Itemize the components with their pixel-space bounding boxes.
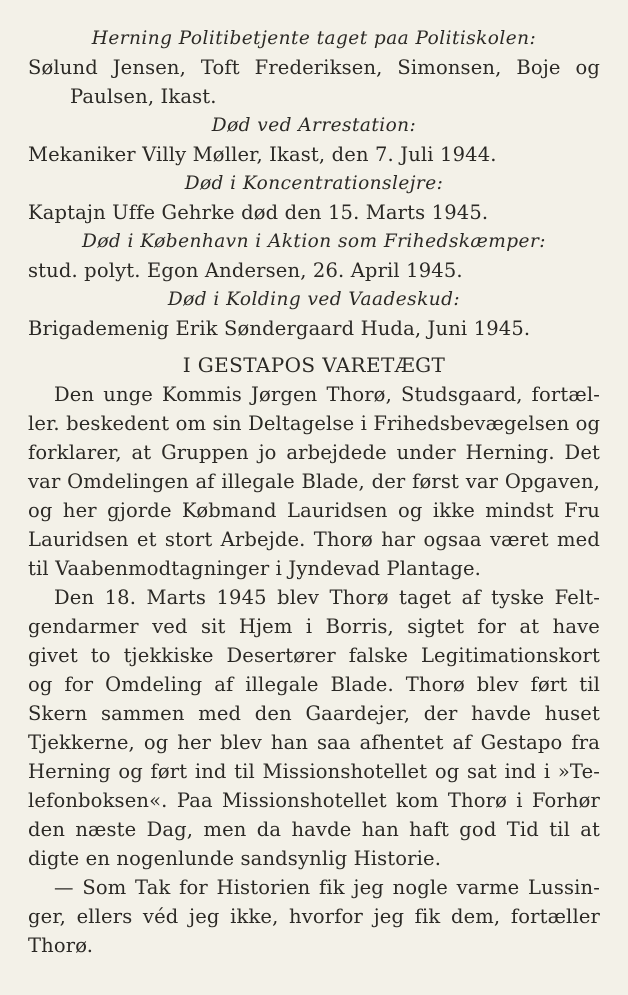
paragraph-line: digte en nogenlunde sandsynlig Historie. [28, 847, 442, 870]
subheading-kobenhavn: Død i København i Aktion som Frihedskæmper: [82, 231, 546, 252]
paragraph-line: Thorø. [28, 934, 94, 957]
subheading-koncentrationslejre: Død i Koncentrationslejre: [184, 173, 444, 194]
paragraph-line: var Omdelingen af illegale Blade, der først var Opgaven, [28, 470, 600, 493]
paragraph-line: — Som Tak for Historien fik jeg nogle varme Lussin- [54, 876, 600, 899]
paragraph-line: den næste Dag, men da havde han haft god Tid til at [28, 818, 600, 841]
section-title: I GESTAPOS VARETÆGT [182, 353, 446, 377]
paragraph-line: givet to tjekkiske Desertører falske Legitimationskort [28, 644, 600, 667]
paragraph-line: til Vaabenmodtagninger i Jyndevad Plantage. [28, 557, 482, 580]
text-line: Brigademenig Erik Søndergaard Huda, Juni 1945. [28, 317, 531, 340]
paragraph-line: gendarmer ved sit Hjem i Borris, sigtet for at have [28, 615, 600, 638]
paragraph-line: og for Omdeling af illegale Blade. Thorø blev ført til [28, 673, 600, 696]
text-line: Mekaniker Villy Møller, Ikast, den 7. Juli 1944. [28, 143, 497, 166]
paragraph-line: Lauridsen et stort Arbejde. Thorø har ogsaa været med [28, 528, 600, 551]
text-line: Paulsen, Ikast. [70, 85, 217, 108]
paragraph-line: forklarer, at Gruppen jo arbejdede under Herning. Det [28, 441, 600, 464]
paragraph-line: Den 18. Marts 1945 blev Thorø taget af tyske Felt- [54, 586, 600, 609]
subheading-politiskolen: Herning Politibetjente taget paa Politiskolen: [91, 28, 537, 49]
paragraph-line: Herning og ført ind til Missionshotellet og sat ind i »Te- [28, 760, 600, 783]
paragraph-line: lefonboksen«. Paa Missionshotellet kom Thorø i Forhør [28, 789, 600, 812]
subheading-kolding: Død i Kolding ved Vaadeskud: [167, 289, 461, 310]
text-line: Kaptajn Uffe Gehrke død den 15. Marts 1945. [28, 201, 489, 224]
paragraph-line: Tjekkerne, og her blev han saa afhentet af Gestapo fra [28, 731, 600, 754]
text-line: stud. polyt. Egon Andersen, 26. April 1945. [28, 259, 463, 282]
paragraph-line: Skern sammen med den Gaardejer, der havde huset [28, 702, 600, 725]
paragraph-line: ler. beskedent om sin Deltagelse i Frihedsbevægelsen og [28, 412, 601, 435]
text-line: Sølund Jensen, Toft Frederiksen, Simonsen, Boje og [28, 56, 600, 79]
paragraph-line: ger, ellers véd jeg ikke, hvorfor jeg fik dem, fortæller [28, 905, 600, 928]
subheading-arrestation: Død ved Arrestation: [211, 115, 417, 136]
paragraph-line: og her gjorde Købmand Lauridsen og ikke mindst Fru [28, 499, 600, 522]
paragraph-line: Den unge Kommis Jørgen Thorø, Studsgaard, fortæl- [54, 383, 600, 406]
